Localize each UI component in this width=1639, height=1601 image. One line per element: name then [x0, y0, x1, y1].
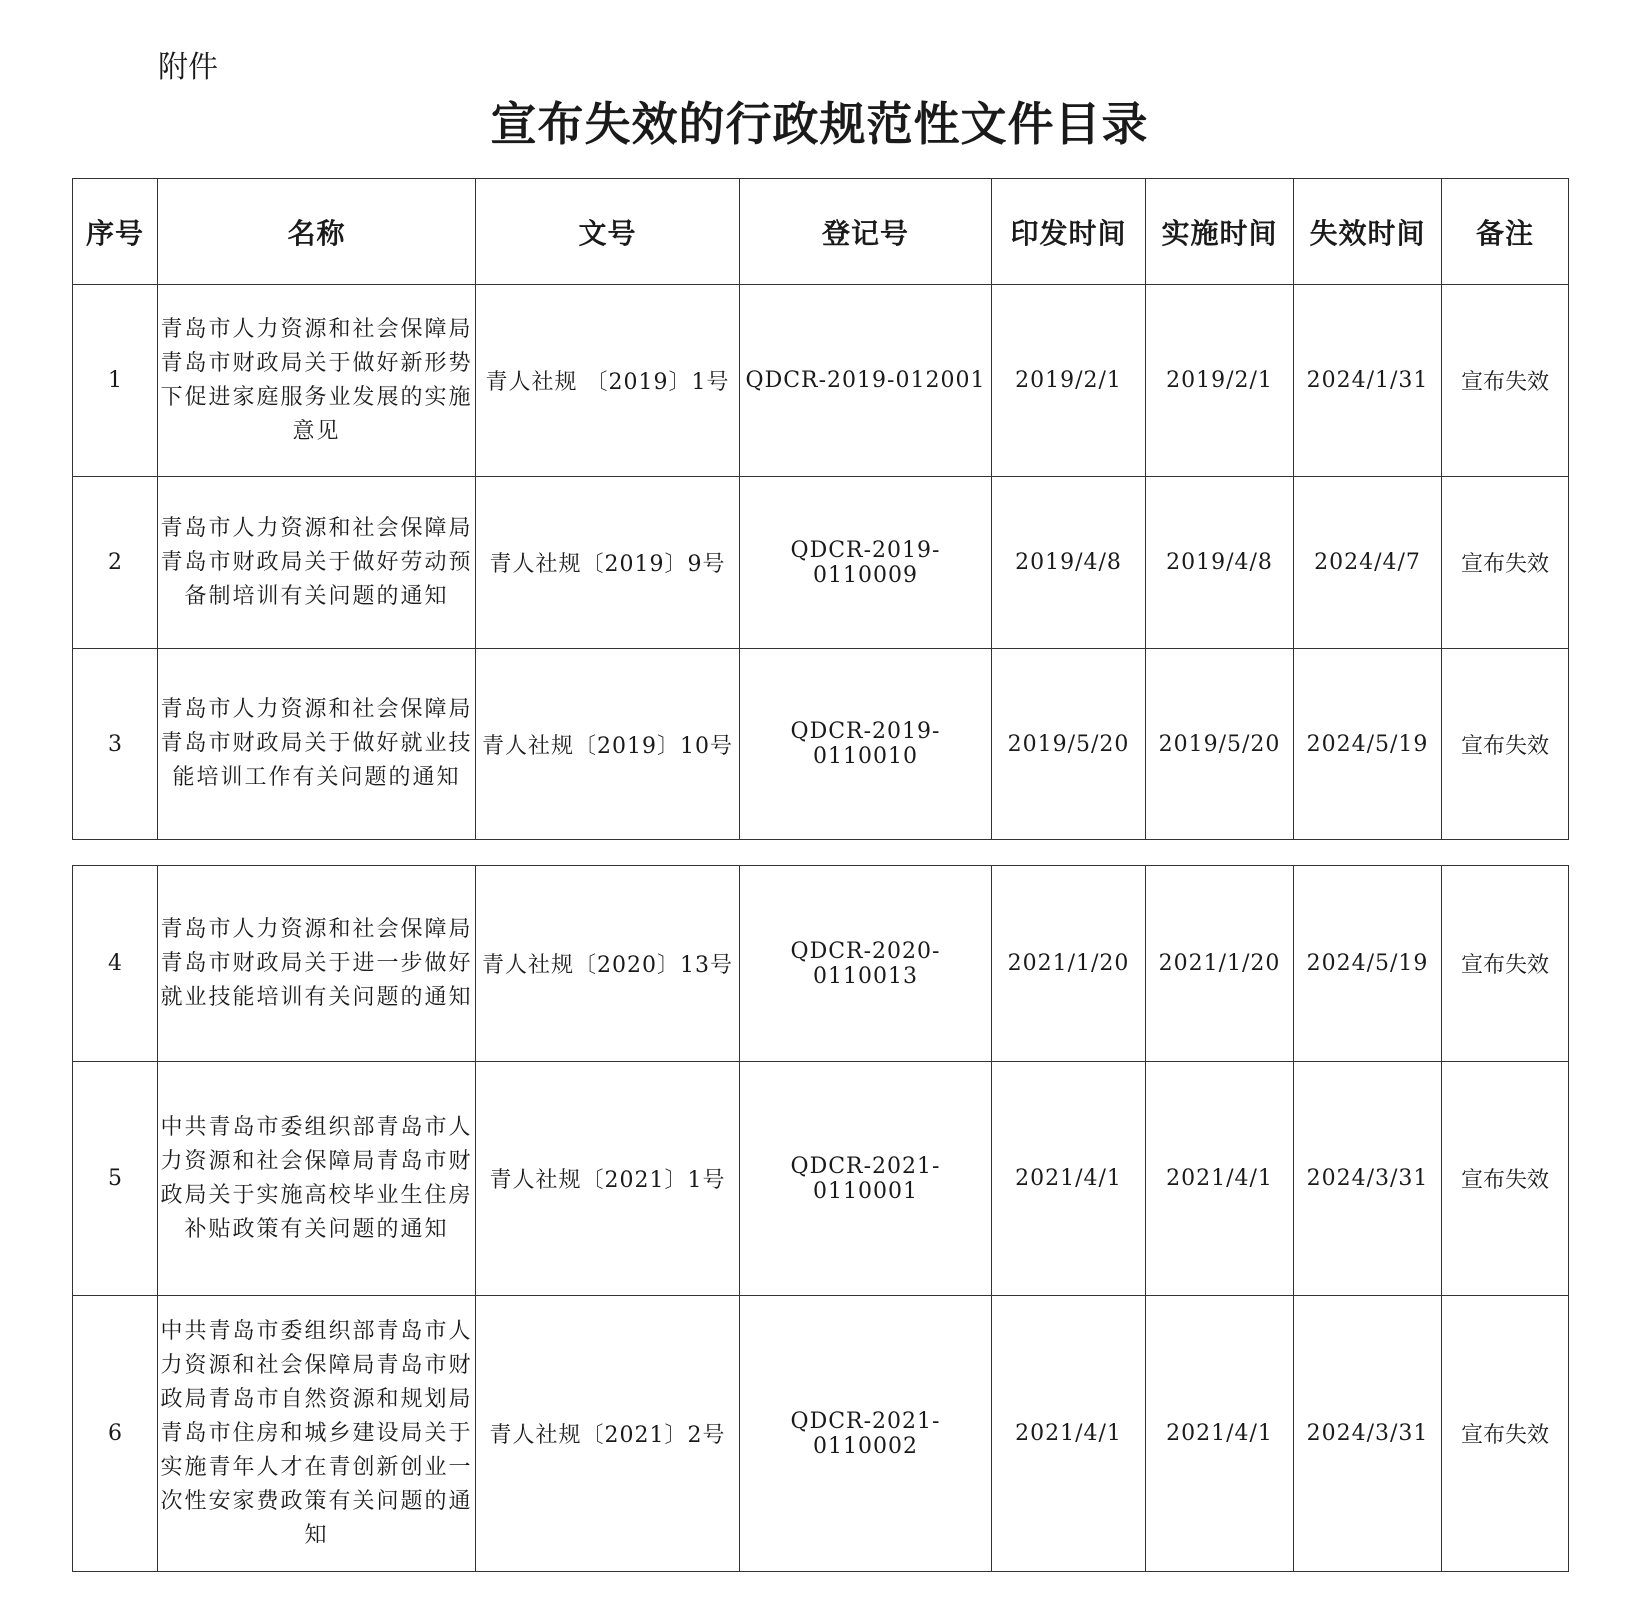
cell-index: 3	[73, 649, 158, 840]
cell-effective-date: 2019/4/8	[1146, 477, 1294, 649]
header-index: 序号	[73, 179, 158, 285]
header-doc-no: 文号	[476, 179, 740, 285]
cell-doc-no: 青人社规〔2019〕9号	[476, 477, 740, 649]
cell-issue-date: 2021/1/20	[992, 866, 1146, 1062]
attachment-label: 附件	[158, 50, 218, 85]
cell-remark: 宣布失效	[1442, 285, 1569, 477]
cell-index: 2	[73, 477, 158, 649]
header-expiry-date: 失效时间	[1294, 179, 1442, 285]
cell-doc-no: 青人社规〔2019〕10号	[476, 649, 740, 840]
cell-effective-date: 2021/1/20	[1146, 866, 1294, 1062]
table-row	[73, 477, 1569, 649]
catalog-table-part-1	[72, 178, 1569, 840]
cell-expiry-date: 2024/1/31	[1294, 285, 1442, 477]
header-remark: 备注	[1442, 179, 1569, 285]
cell-expiry-date: 2024/5/19	[1294, 866, 1442, 1062]
catalog-table-part-2	[72, 865, 1569, 1572]
cell-doc-no: 青人社规 〔2019〕1号	[476, 285, 740, 477]
table-row	[73, 1062, 1569, 1296]
cell-reg-no: QDCR-2019-0110009	[740, 477, 992, 649]
cell-name: 中共青岛市委组织部青岛市人力资源和社会保障局青岛市财政局关于实施高校毕业生住房补贴政策有关问题的通知	[158, 1062, 476, 1296]
cell-index: 4	[73, 866, 158, 1062]
cell-reg-no: QDCR-2021-0110002	[740, 1296, 992, 1572]
header-issue-date: 印发时间	[992, 179, 1146, 285]
cell-index: 6	[73, 1296, 158, 1572]
cell-reg-no: QDCR-2021-0110001	[740, 1062, 992, 1296]
cell-reg-no: QDCR-2020-0110013	[740, 866, 992, 1062]
cell-effective-date: 2019/5/20	[1146, 649, 1294, 840]
page-title: 宣布失效的行政规范性文件目录	[490, 97, 1149, 151]
header-effective-date: 实施时间	[1146, 179, 1294, 285]
cell-reg-no: QDCR-2019-0110010	[740, 649, 992, 840]
cell-effective-date: 2021/4/1	[1146, 1062, 1294, 1296]
cell-expiry-date: 2024/5/19	[1294, 649, 1442, 840]
cell-index: 5	[73, 1062, 158, 1296]
cell-expiry-date: 2024/3/31	[1294, 1296, 1442, 1572]
cell-doc-no: 青人社规〔2020〕13号	[476, 866, 740, 1062]
table-row	[73, 649, 1569, 840]
cell-effective-date: 2019/2/1	[1146, 285, 1294, 477]
cell-name: 中共青岛市委组织部青岛市人力资源和社会保障局青岛市财政局青岛市自然资源和规划局青岛市住房和城乡建设局关于实施青年人才在青创新创业一次性安家费政策有关问题的通知	[158, 1296, 476, 1572]
cell-remark: 宣布失效	[1442, 1296, 1569, 1572]
header-reg-no: 登记号	[740, 179, 992, 285]
cell-name: 青岛市人力资源和社会保障局青岛市财政局关于做好就业技能培训工作有关问题的通知	[158, 649, 476, 840]
cell-reg-no: QDCR-2019-012001	[740, 285, 992, 477]
cell-remark: 宣布失效	[1442, 477, 1569, 649]
cell-remark: 宣布失效	[1442, 1062, 1569, 1296]
cell-issue-date: 2019/4/8	[992, 477, 1146, 649]
cell-name: 青岛市人力资源和社会保障局青岛市财政局关于进一步做好就业技能培训有关问题的通知	[158, 866, 476, 1062]
cell-name: 青岛市人力资源和社会保障局青岛市财政局关于做好新形势下促进家庭服务业发展的实施意见	[158, 285, 476, 477]
cell-effective-date: 2021/4/1	[1146, 1296, 1294, 1572]
cell-issue-date: 2021/4/1	[992, 1062, 1146, 1296]
cell-remark: 宣布失效	[1442, 649, 1569, 840]
cell-issue-date: 2021/4/1	[992, 1296, 1146, 1572]
cell-issue-date: 2019/5/20	[992, 649, 1146, 840]
cell-index: 1	[73, 285, 158, 477]
cell-doc-no: 青人社规〔2021〕2号	[476, 1296, 740, 1572]
header-name: 名称	[158, 179, 476, 285]
cell-name: 青岛市人力资源和社会保障局青岛市财政局关于做好劳动预备制培训有关问题的通知	[158, 477, 476, 649]
cell-remark: 宣布失效	[1442, 866, 1569, 1062]
cell-issue-date: 2019/2/1	[992, 285, 1146, 477]
table-row	[73, 1296, 1569, 1572]
cell-doc-no: 青人社规〔2021〕1号	[476, 1062, 740, 1296]
table-row	[73, 285, 1569, 477]
cell-expiry-date: 2024/3/31	[1294, 1062, 1442, 1296]
cell-expiry-date: 2024/4/7	[1294, 477, 1442, 649]
table-row	[73, 866, 1569, 1062]
table-header-row	[73, 179, 1569, 285]
